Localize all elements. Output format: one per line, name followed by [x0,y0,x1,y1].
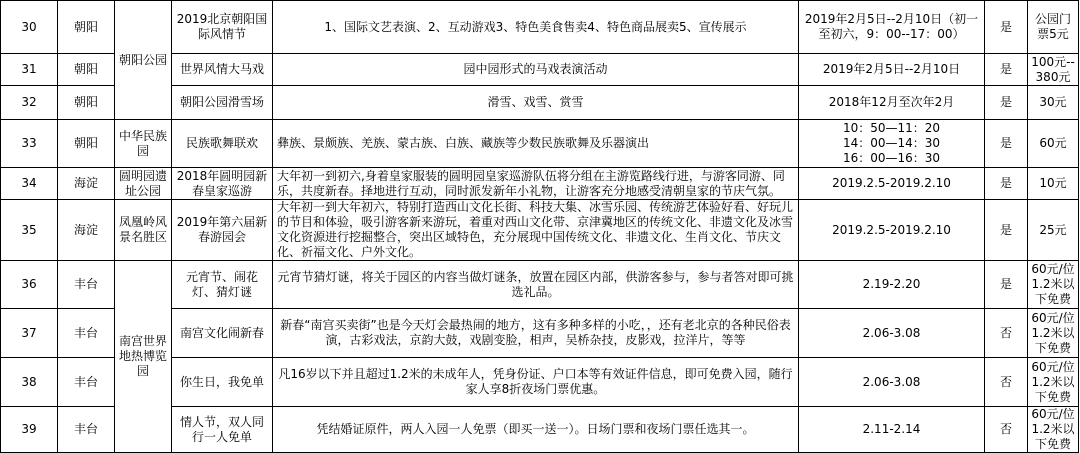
district: 丰台 [58,309,115,358]
row-number: 38 [1,358,58,407]
district: 朝阳 [58,1,115,54]
event-name: 2019北京朝阳国际风情节 [172,1,273,54]
district: 朝阳 [58,54,115,86]
district: 丰台 [58,407,115,453]
park-name: 凤凰岭风景名胜区 [115,200,172,261]
event-content: 彝族、景颇族、羌族、蒙古族、白族、藏族等少数民族歌舞及乐器演出 [273,120,799,168]
event-time: 2.06-3.08 [799,358,985,407]
event-name: 朝阳公园滑雪场 [172,86,273,120]
event-content: 1、国际文艺表演、2、互动游戏3、特色美食售卖4、特色商品展卖5、宣传展示 [273,1,799,54]
ticket-price: 60元/位 1.2米以下免费 [1028,407,1079,453]
event-time: 2019年2月5日--2月10日（初一至初六，9：00--17：00） [799,1,985,54]
event-time [799,120,985,168]
district: 丰台 [58,358,115,407]
ticket-price: 公园门票5元 [1028,1,1079,54]
table-row [1,168,1079,200]
event-time: 2.19-2.20 [799,261,985,309]
ticket-price: 60元 [1028,120,1079,168]
park-name: 朝阳公园 [115,1,172,120]
event-content: 新春“南宫买卖街”也是今天灯会最热闹的地方，这有多种多样的小吃，，还有老北京的各种民俗表演，古彩戏法，京韵大鼓，戏剧变脸，相声，吴桥杂技，皮影戏，拉洋片，等等 [273,309,799,358]
ticket-price: 30元 [1028,86,1079,120]
event-name: 元宵节、闹花灯、猜灯谜 [172,261,273,309]
row-number: 30 [1,1,58,54]
free-flag: 是 [985,261,1028,309]
ticket-price: 60元/位 1.2米以下免费 [1028,261,1079,309]
event-content: 凭结婚证原件，两人入园一人免票（即买一送一）。日场门票和夜场门票任选其一。 [273,407,799,453]
free-flag: 是 [985,86,1028,120]
event-time: 2019.2.5-2019.2.10 [799,200,985,261]
event-time: 2019年2月5日--2月10日 [799,54,985,86]
row-number: 34 [1,168,58,200]
free-flag: 否 [985,407,1028,453]
park-name: 南宫世界地热博览园 [115,261,172,453]
free-flag: 否 [985,309,1028,358]
event-name: 你生日，我免单 [172,358,273,407]
row-number: 36 [1,261,58,309]
free-flag: 是 [985,54,1028,86]
ticket-price: 60元/位 1.2米以下免费 [1028,309,1079,358]
park-name: 中华民族园 [115,120,172,168]
event-name: 2019年第六届新春游园会 [172,200,273,261]
ticket-price: 60元/位 1.2米以下免费 [1028,358,1079,407]
row-number: 32 [1,86,58,120]
table-row [1,261,1079,309]
district: 海淀 [58,168,115,200]
event-content: 园中园形式的马戏表演活动 [273,54,799,86]
row-number: 37 [1,309,58,358]
event-content: 大年初一到初六,身着皇家服装的圆明园皇家巡游队伍将分组在主游览路线行进，与游客同游、同乐，共度新春。择地进行互动，同时派发新年小礼物，让游客充分地感受清朝皇家的节庆气氛。 [273,168,799,200]
free-flag: 是 [985,1,1028,54]
event-content: 凡16岁以下并且超过1.2米的未成年人，凭身份证、户口本等有效证件信息，即可免费入园，随行家人享8折夜场门票优惠。 [273,358,799,407]
event-name: 情人节，双人同行一人免单 [172,407,273,453]
free-flag: 否 [985,358,1028,407]
row-number: 33 [1,120,58,168]
district: 朝阳 [58,86,115,120]
park-name: 圆明园遗址公园 [115,168,172,200]
event-time: 2.11-2.14 [799,407,985,453]
table-row [1,200,1079,261]
event-time: 2018年12月至次年2月 [799,86,985,120]
free-flag: 是 [985,200,1028,261]
row-number: 31 [1,54,58,86]
time-slot: 10：50—11：20 [842,121,941,135]
free-flag: 是 [985,168,1028,200]
event-name: 世界风情大马戏 [172,54,273,86]
event-time: 2.06-3.08 [799,309,985,358]
ticket-price: 10元 [1028,168,1079,200]
table-row [1,120,1079,168]
district: 丰台 [58,261,115,309]
event-content: 滑雪、戏雪、赏雪 [273,86,799,120]
district: 海淀 [58,200,115,261]
event-content: 大年初一到大年初六，特别打造西山文化长街、科技大集、冰雪乐园、传统游艺体验好看、好玩儿的节目和体验，吸引游客新来游玩，着重对西山文化带、京津冀地区的传统文化、非遗文化及冰雪文化资源进行挖掘整合，突出区域特色，充分展现中国传统文化、非遗文化、生肖文化、节庆文化、祈福文化、户外文化。 [273,200,799,261]
time-slot: 16：00—16：30 [842,151,941,165]
row-number: 35 [1,200,58,261]
event-time: 2019.2.5-2019.2.10 [799,168,985,200]
free-flag: 是 [985,120,1028,168]
ticket-price: 100元--380元 [1028,54,1079,86]
row-number: 39 [1,407,58,453]
event-name: 民族歌舞联欢 [172,120,273,168]
district: 朝阳 [58,120,115,168]
time-slot: 14：00—14：30 [842,136,941,150]
ticket-price: 25元 [1028,200,1079,261]
event-name: 2018年圆明园新春皇家巡游 [172,168,273,200]
event-name: 南宫文化闹新春 [172,309,273,358]
event-content: 元宵节猜灯谜，将关于园区的内容当做灯谜条，放置在园区内部，供游客参与，参与者答对即可挑选礼品。 [273,261,799,309]
table-row [1,1,1079,54]
